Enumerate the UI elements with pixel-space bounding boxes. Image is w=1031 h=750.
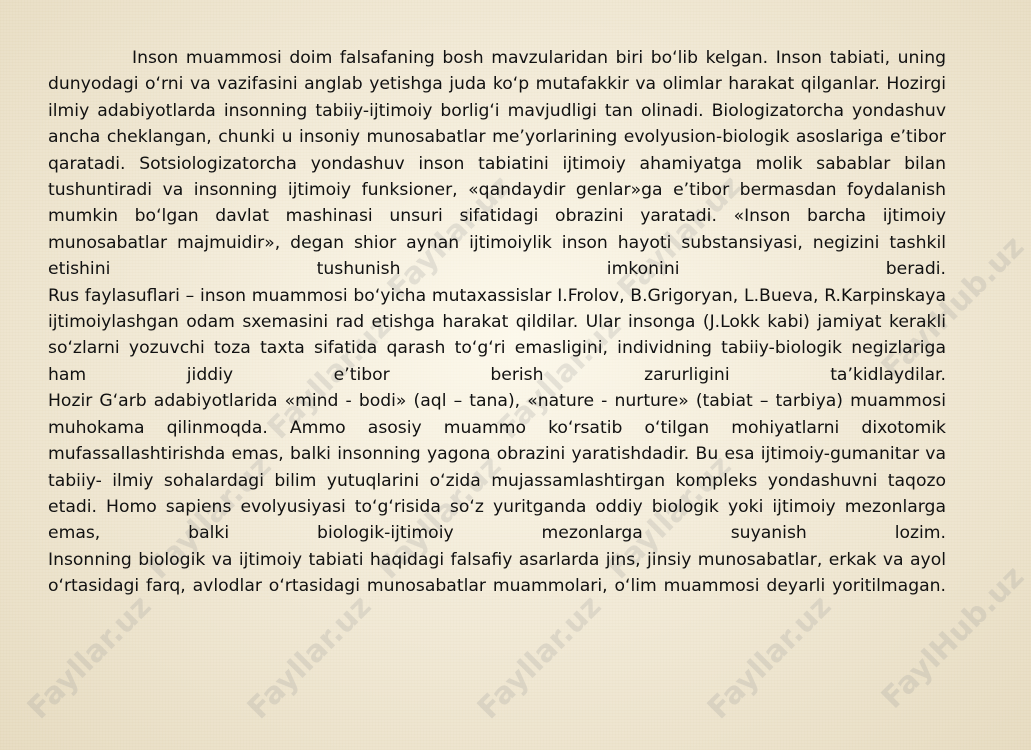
watermark-text: Fayllar.uz (370, 448, 509, 587)
watermark-corner-text: FaylHub.uz (874, 559, 1031, 716)
watermark-text: Fayllar.uz (610, 168, 749, 307)
watermark-text: Fayllar.uz (260, 308, 399, 447)
watermark-text: Fayllar.uz (240, 588, 379, 727)
watermark-text: Fayllar.uz (470, 588, 609, 727)
watermark-corner-text: FaylHub.uz (874, 229, 1031, 386)
paragraph-1: Inson muammosi doim falsafaning bosh mavzularidan biri bo‘lib kelgan. Inson tabiati, uning dunyodagi o‘rni va vazifasini anglab yetishga juda ko‘p mutafakkir va olimlar harakat qilganlar. Hozirgi ilmiy adabiyotlarda insonning tabiiy-ijtimoiy borlig‘i mavjudligi tan olinadi. Biologizatorcha yondashuv ancha cheklangan, chunki u insoniy munosabatlar me’yorlarining evolyusion-biologik asoslariga e’tibor qaratadi. Sotsiologizatorcha yondashuv inson tabiatini ijtimoiy ahamiyatga molik sabablar bilan tushuntiradi va insonning ijtimoiy funksioner, «qandaydir genlar»ga e’tibor bermasdan foydalanish mumkin bo‘lgan davlat mashinasi unsuri sifatidagi obrazini yaratadi. «Inson barcha ijtimoiy munosabatlar majmuidir», degan shior aynan ijtimoiylik inson hayoti substansiyasi, negizini tashkil etishini tushunish imkonini beradi. (48, 48, 946, 280)
slide-body (48, 45, 946, 600)
watermark-text: Fayllar.uz (380, 168, 519, 307)
paragraph-3: Hozir G‘arb adabiyotlarida «mind - bodi» (aql – tana), «nature - nurture» (tabiat – tarbiya) muammosi muhokama qilinmoqda. Ammo asosiy muammo ko‘rsatib o‘tilgan mohiyatlarni dixotomik mufassallashtirishda emas, balki insonning yagona obrazini yaratishdadir. Bu esa ijtimoiy-gumanitar va tabiiy- ilmiy sohalardagi bilim yutuqlarini o‘zida mujassamlashtirgan kompleks yondashuvni taqozo etadi. Homo sapiens evolyusiyasi to‘g‘risida so‘z yuritganda oddiy biologik yoki ijtimoiy mezonlarga emas, balki biologik-ijtimoiy mezonlarga suyanish lozim. (48, 391, 946, 544)
watermark-text: Fayllar.uz (700, 588, 839, 727)
watermark-text: Fayllar.uz (140, 448, 279, 587)
watermark-text: Fayllar.uz (20, 588, 159, 727)
paragraph-2: Rus faylasuflari – inson muammosi bo‘yicha mutaxassislar I.Frolov, B.Grigoryan, L.Bueva, R.Karpinskaya ijtimoiylashgan odam sxemasini rad etishga harakat qildilar. Ular insonga (J.Lokk kabi) jamiyat kerakli so‘zlarni yozuvchi toza taxta sifatida qarash to‘g‘ri emasligini, individning tabiiy-biologik negizlariga ham jiddiy e’tibor berish zarurligini ta’kidlaydilar. (48, 285, 946, 385)
watermark-text: Fayllar.uz (490, 308, 629, 447)
watermark-text: Fayllar.uz (600, 448, 739, 587)
paragraph-4: Insonning biologik va ijtimoiy tabiati haqidagi falsafiy asarlarda jins, jinsiy munosabatlar, erkak va ayol o‘rtasidagi farq, avlodlar o‘rtasidagi munosabatlar muammolari, o‘lim muammosi deyarli yoritilmagan. (48, 549, 946, 597)
